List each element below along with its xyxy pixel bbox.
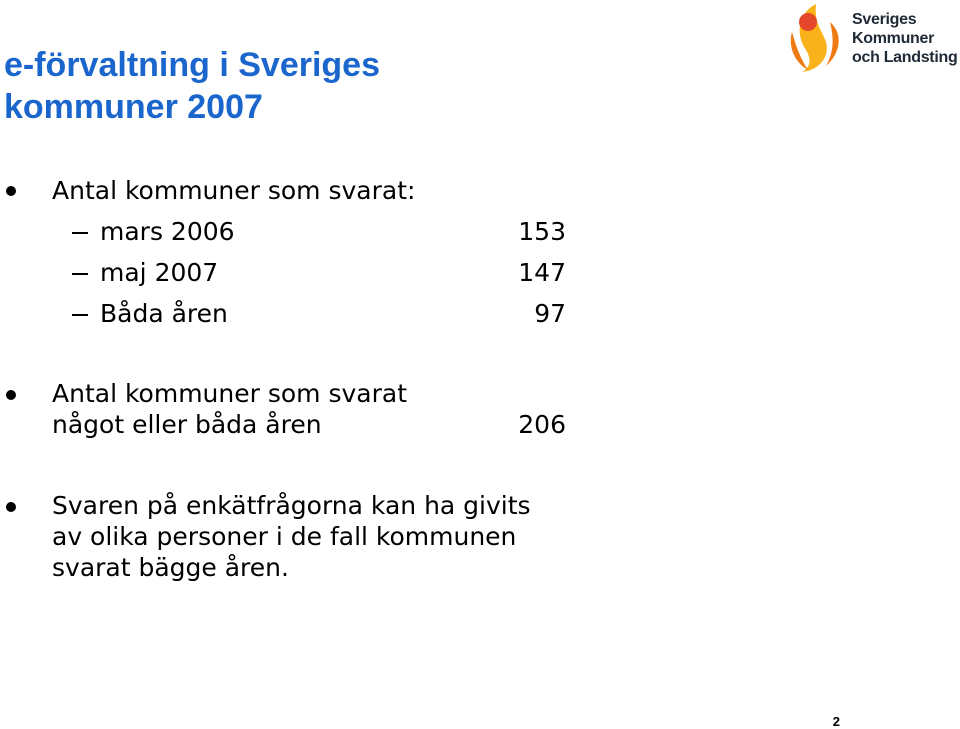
logo-wordmark	[852, 10, 957, 67]
logo-line-3: och Landsting	[852, 49, 958, 66]
logo-line-1: Sveriges	[852, 11, 917, 28]
bullet-2-line-2: något eller båda åren	[52, 410, 322, 439]
sub-item-label: Båda åren	[100, 299, 228, 328]
sub-item-value: 97	[534, 299, 566, 328]
page-number: 2	[832, 714, 840, 729]
bullet-3-line-1: Svaren på enkätfrågorna kan ha givits	[52, 491, 531, 520]
dash-marker	[72, 232, 88, 234]
logo-line-2: Kommuner	[852, 30, 935, 47]
flame-logo-icon	[786, 2, 846, 74]
bullet-2-line-1: Antal kommuner som svarat	[52, 379, 408, 408]
skl-logo	[786, 2, 958, 74]
bullet-dot	[6, 502, 16, 512]
slide-title	[4, 44, 380, 128]
sub-item-value: 153	[518, 217, 566, 246]
bullet-1-text: Antal kommuner som svarat:	[52, 176, 416, 205]
sub-item-label: maj 2007	[100, 258, 219, 287]
bullet-3-line-3: svarat bägge åren.	[52, 553, 289, 582]
bullet-2-value: 206	[518, 410, 566, 439]
slide-title-line-2: kommuner 2007	[4, 88, 263, 126]
sub-item-label: mars 2006	[100, 217, 235, 246]
bullet-dot	[6, 186, 16, 196]
sub-item-value: 147	[518, 258, 566, 287]
bullet-dot	[6, 390, 16, 400]
dash-marker	[72, 314, 88, 316]
bullet-3-line-2: av olika personer i de fall kommunen	[52, 522, 517, 551]
slide-title-line-1: e-förvaltning i Sveriges	[4, 46, 380, 84]
dash-marker	[72, 273, 88, 275]
